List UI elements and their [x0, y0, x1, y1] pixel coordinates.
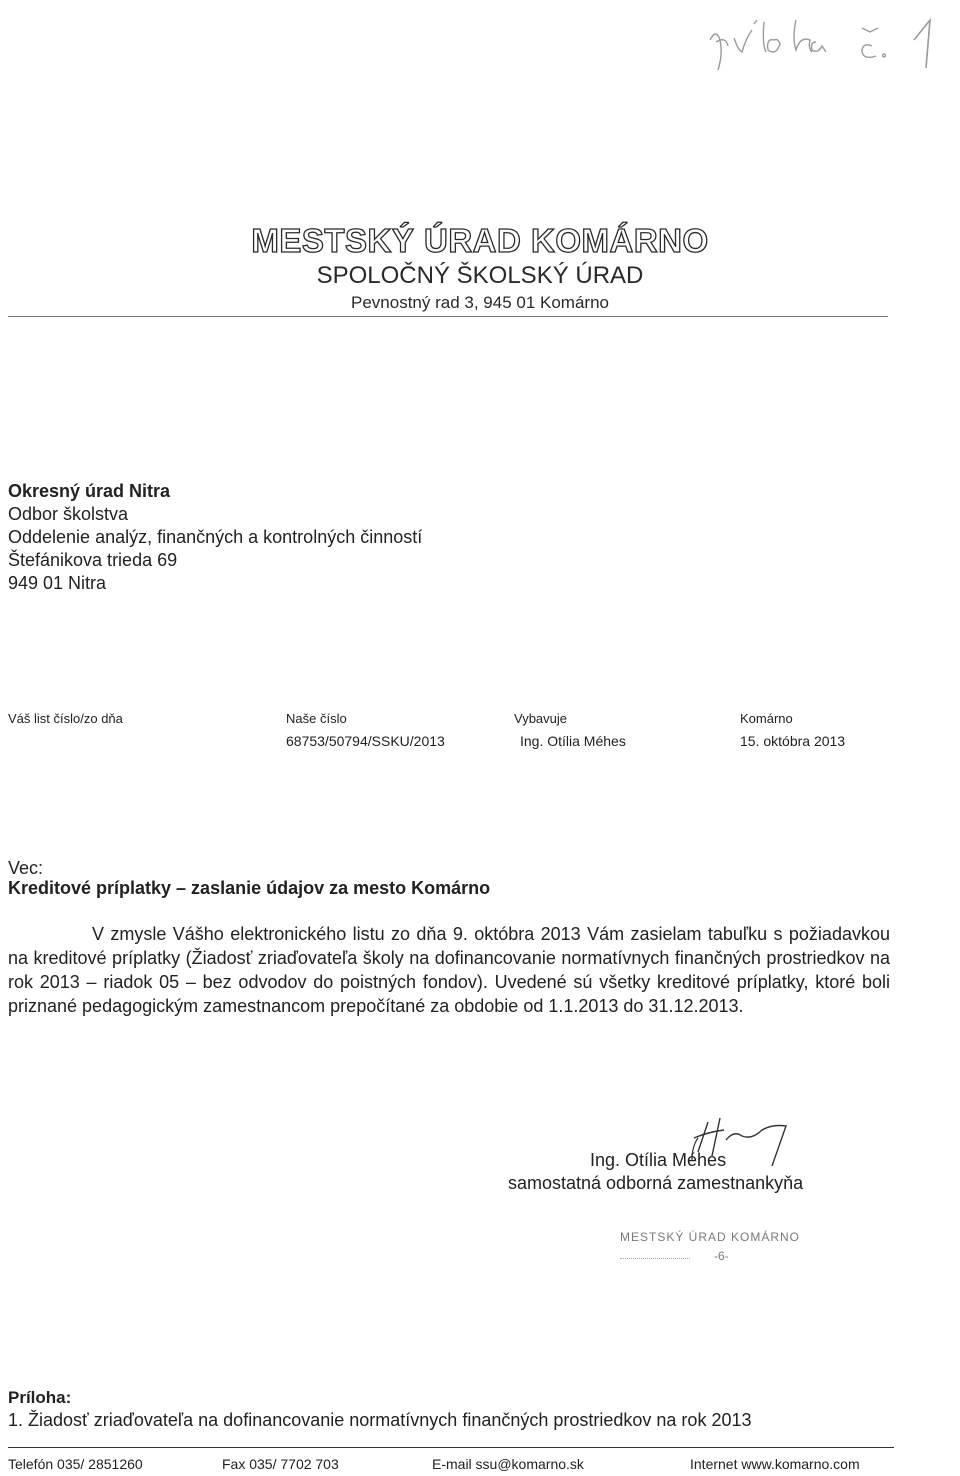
letter-body: V zmysle Vášho elektronického listu zo dňa 9. októbra 2013 Vám zasielam tabuľku s požiadavkou na kreditové príplatky (Žiadosť zriaďovateľa školy na dofinancovanie normatívnych finančných prostriedkov na rok 2013 – riadok 05 – bez odvodov do poistných fondov). Uvedené sú všetky kreditové príplatky, ktoré boli priznané pedagogickým zamestnancom prepočítané za obdobie od 1.1.2013 do 31.12.2013. — [8, 924, 890, 1016]
footer-fax: Fax 035/ 7702 703 — [222, 1456, 339, 1472]
letterhead-divider — [8, 316, 888, 317]
recipient-office: Okresný úrad Nitra — [8, 481, 171, 501]
footer-email: E-mail ssu@komarno.sk — [432, 1456, 584, 1472]
footer-web: Internet www.komarno.com — [690, 1456, 860, 1472]
stamp-dotted-line — [620, 1258, 690, 1259]
office-stamp: MESTSKÝ ÚRAD KOMÁRNO — [620, 1230, 801, 1244]
letterhead-address: Pevnostný rad 3, 945 01 Komárno — [351, 293, 609, 312]
signatory-name: Ing. Otília Méhes — [590, 1150, 727, 1170]
recipient-street: Štefánikova trieda 69 — [8, 550, 178, 570]
date-value: 15. októbra 2013 — [740, 733, 846, 749]
your-letter-label: Váš list číslo/zo dňa — [8, 711, 123, 726]
handled-by-label: Vybavuje — [514, 711, 567, 726]
letterhead-title: MESTSKÝ ÚRAD KOMÁRNO — [251, 222, 709, 259]
recipient-city: 949 01 Nitra — [8, 573, 107, 593]
meta-place-date — [740, 708, 845, 752]
footer-phone: Telefón 035/ 2851260 — [8, 1456, 143, 1472]
footer-divider — [8, 1447, 894, 1448]
annex-item: 1. Žiadosť zriaďovateľa na dofinancovanie normatívnych finančných prostriedkov na rok 2013 — [8, 1410, 752, 1430]
our-number-value: 68753/50794/SSKU/2013 — [286, 733, 445, 749]
handled-by-value: Ing. Otília Méhes — [520, 733, 626, 749]
recipient-section: Oddelenie analýz, finančných a kontrolných činností — [8, 527, 423, 547]
meta-handled-by — [514, 708, 626, 752]
meta-your-letter — [8, 708, 123, 730]
subject-text: Kreditové príplatky – zaslanie údajov za mesto Komárno — [8, 878, 491, 898]
annex-label: Príloha: — [8, 1388, 72, 1407]
our-number-label: Naše číslo — [286, 711, 347, 726]
office-stamp-code: -6- — [714, 1249, 729, 1263]
meta-our-number — [286, 708, 445, 752]
recipient-address — [8, 480, 422, 595]
recipient-department: Odbor školstva — [8, 504, 129, 524]
signatory-title: samostatná odborná zamestnankyňa — [508, 1173, 804, 1193]
letterhead-subtitle: SPOLOČNÝ ŠKOLSKÝ ÚRAD — [316, 262, 644, 289]
place-label: Komárno — [740, 711, 793, 726]
subject-label: Vec: — [8, 858, 44, 878]
handwritten-annex-note — [700, 10, 960, 80]
